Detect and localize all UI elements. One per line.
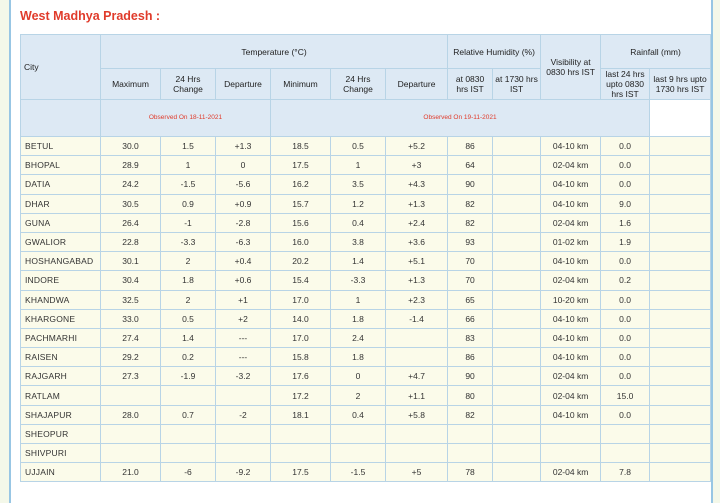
humidity-header: Relative Humidity (%) [448, 35, 541, 69]
maximum-cell: 29.2 [101, 348, 161, 367]
rain-24hrs-cell: 15.0 [601, 386, 650, 405]
visibility-cell: 02-04 km [541, 271, 601, 290]
maximum-cell [101, 386, 161, 405]
minimum-cell: 18.5 [271, 137, 331, 156]
max-departure-cell: --- [216, 328, 271, 347]
table-row [21, 194, 711, 213]
min-departure-cell: +1.3 [386, 271, 448, 290]
minimum-cell: 14.0 [271, 309, 331, 328]
visibility-cell: 04-10 km [541, 175, 601, 194]
min-departure-cell: +2.3 [386, 290, 448, 309]
rain-9hrs-cell [650, 424, 711, 443]
rh-0830-cell: 66 [448, 309, 493, 328]
max-change-cell: 0.5 [161, 309, 216, 328]
minimum-cell: 17.0 [271, 290, 331, 309]
rain-24hrs-header: last 24 hrs upto 0830 hrs IST [601, 69, 650, 100]
visibility-cell: 04-10 km [541, 348, 601, 367]
maximum-cell: 21.0 [101, 463, 161, 482]
min-change-cell: 3.5 [331, 175, 386, 194]
min-change-cell [331, 444, 386, 463]
min-change-cell: 2 [331, 386, 386, 405]
min-departure-cell: +1.1 [386, 386, 448, 405]
min-departure-cell: -1.4 [386, 309, 448, 328]
min-change-cell: 0.4 [331, 405, 386, 424]
visibility-cell: 02-04 km [541, 213, 601, 232]
rh-1730-cell [493, 194, 541, 213]
rh-1730-cell [493, 328, 541, 347]
max-change-cell: 1.4 [161, 328, 216, 347]
max-departure-cell: --- [216, 348, 271, 367]
table-row [21, 424, 711, 443]
rh-0830-cell: 65 [448, 290, 493, 309]
visibility-cell: 04-10 km [541, 405, 601, 424]
maximum-cell [101, 444, 161, 463]
minimum-cell: 17.5 [271, 156, 331, 175]
maximum-cell: 28.9 [101, 156, 161, 175]
max-departure-cell: +0.4 [216, 252, 271, 271]
maximum-cell: 28.0 [101, 405, 161, 424]
table-row [21, 271, 711, 290]
max-change-cell: -1 [161, 213, 216, 232]
maximum-cell: 30.5 [101, 194, 161, 213]
city-cell: INDORE [21, 271, 101, 290]
min-change-cell: 1.8 [331, 309, 386, 328]
visibility-cell: 04-10 km [541, 309, 601, 328]
minimum-cell: 20.2 [271, 252, 331, 271]
rh-1730-cell [493, 271, 541, 290]
rain-24hrs-cell: 0.0 [601, 405, 650, 424]
max-departure-cell: -9.2 [216, 463, 271, 482]
table-row [21, 137, 711, 156]
rain-9hrs-cell [650, 367, 711, 386]
rain-24hrs-cell: 0.0 [601, 252, 650, 271]
max-change-cell: 0.7 [161, 405, 216, 424]
observed-max-date: Observed On 18-11-2021 [101, 100, 271, 137]
min-change-cell: 0.5 [331, 137, 386, 156]
min-change-header: 24 Hrs Change [331, 69, 386, 100]
rain-9hrs-cell [650, 405, 711, 424]
max-change-cell: 2 [161, 252, 216, 271]
rh-0830-cell: 86 [448, 348, 493, 367]
empty-header-cell [21, 100, 101, 137]
minimum-cell [271, 444, 331, 463]
right-border [711, 0, 720, 503]
minimum-cell [271, 424, 331, 443]
rain-9hrs-cell [650, 137, 711, 156]
city-cell: DHAR [21, 194, 101, 213]
region-heading: West Madhya Pradesh : [20, 9, 161, 23]
temperature-header: Temperature (°C) [101, 35, 448, 69]
rh-1730-cell [493, 137, 541, 156]
table-row [21, 348, 711, 367]
rain-9hrs-cell [650, 175, 711, 194]
rain-24hrs-cell: 7.8 [601, 463, 650, 482]
rain-9hrs-cell [650, 463, 711, 482]
visibility-cell: 02-04 km [541, 386, 601, 405]
rain-24hrs-cell: 0.0 [601, 309, 650, 328]
max-change-cell: 2 [161, 290, 216, 309]
visibility-cell: 04-10 km [541, 194, 601, 213]
min-change-cell: 1.8 [331, 348, 386, 367]
rain-9hrs-cell [650, 194, 711, 213]
minimum-header: Minimum [271, 69, 331, 100]
min-departure-cell: +3 [386, 156, 448, 175]
minimum-cell: 15.4 [271, 271, 331, 290]
max-change-cell: 1 [161, 156, 216, 175]
rain-9hrs-cell [650, 252, 711, 271]
table-row [21, 386, 711, 405]
rh-1730-cell [493, 309, 541, 328]
max-change-cell: -1.9 [161, 367, 216, 386]
rain-24hrs-cell: 0.0 [601, 328, 650, 347]
rh-1730-header: at 1730 hrs IST [493, 69, 541, 100]
maximum-cell: 26.4 [101, 213, 161, 232]
rain-24hrs-cell: 0.0 [601, 137, 650, 156]
table-row [21, 175, 711, 194]
max-change-cell: -6 [161, 463, 216, 482]
rh-1730-cell [493, 232, 541, 251]
rain-24hrs-cell: 0.0 [601, 367, 650, 386]
visibility-cell [541, 424, 601, 443]
city-cell: SHAJAPUR [21, 405, 101, 424]
min-departure-cell: +2.4 [386, 213, 448, 232]
min-departure-cell [386, 444, 448, 463]
max-departure-cell: 0 [216, 156, 271, 175]
rain-9hrs-cell [650, 444, 711, 463]
rain-9hrs-cell [650, 328, 711, 347]
minimum-cell: 15.6 [271, 213, 331, 232]
max-departure-cell: -2.8 [216, 213, 271, 232]
max-departure-cell: -3.2 [216, 367, 271, 386]
max-departure-cell: -6.3 [216, 232, 271, 251]
rain-24hrs-cell: 0.0 [601, 348, 650, 367]
rh-1730-cell [493, 386, 541, 405]
rh-0830-cell: 86 [448, 137, 493, 156]
observed-min-date: Observed On 19-11-2021 [271, 100, 650, 137]
rh-1730-cell [493, 367, 541, 386]
max-change-cell: -3.3 [161, 232, 216, 251]
max-departure-cell: +0.9 [216, 194, 271, 213]
rh-0830-cell: 90 [448, 175, 493, 194]
minimum-cell: 16.0 [271, 232, 331, 251]
rh-1730-cell [493, 424, 541, 443]
min-departure-cell: +5 [386, 463, 448, 482]
table-row [21, 367, 711, 386]
empty-header-cell [650, 100, 711, 137]
minimum-cell: 17.2 [271, 386, 331, 405]
visibility-cell [541, 444, 601, 463]
rh-0830-cell: 80 [448, 386, 493, 405]
table-row [21, 309, 711, 328]
min-departure-cell: +5.8 [386, 405, 448, 424]
table-row [21, 156, 711, 175]
rh-0830-cell: 70 [448, 252, 493, 271]
max-change-cell: -1.5 [161, 175, 216, 194]
min-departure-cell: +4.3 [386, 175, 448, 194]
table-body [21, 137, 711, 482]
max-departure-cell [216, 444, 271, 463]
max-departure-header: Departure [216, 69, 271, 100]
maximum-cell: 27.3 [101, 367, 161, 386]
maximum-cell: 24.2 [101, 175, 161, 194]
max-change-cell: 0.2 [161, 348, 216, 367]
rain-9hrs-cell [650, 271, 711, 290]
table-row [21, 213, 711, 232]
visibility-cell: 02-04 km [541, 367, 601, 386]
min-departure-cell [386, 424, 448, 443]
max-departure-cell: +0.6 [216, 271, 271, 290]
max-departure-cell: -5.6 [216, 175, 271, 194]
min-change-cell: 0 [331, 367, 386, 386]
city-cell: HOSHANGABAD [21, 252, 101, 271]
min-change-cell: 1.4 [331, 252, 386, 271]
min-departure-cell [386, 348, 448, 367]
max-departure-cell: -2 [216, 405, 271, 424]
min-change-cell: 1 [331, 156, 386, 175]
rainfall-header: Rainfall (mm) [601, 35, 711, 69]
min-change-cell: -3.3 [331, 271, 386, 290]
min-change-cell [331, 424, 386, 443]
rh-1730-cell [493, 175, 541, 194]
rh-0830-cell [448, 444, 493, 463]
max-departure-cell [216, 386, 271, 405]
rh-1730-cell [493, 405, 541, 424]
max-change-cell [161, 424, 216, 443]
minimum-cell: 17.5 [271, 463, 331, 482]
rain-24hrs-cell: 0.0 [601, 175, 650, 194]
rain-9hrs-cell [650, 386, 711, 405]
max-change-header: 24 Hrs Change [161, 69, 216, 100]
weather-table [20, 34, 711, 482]
min-departure-cell: +4.7 [386, 367, 448, 386]
city-cell: BHOPAL [21, 156, 101, 175]
max-departure-cell: +2 [216, 309, 271, 328]
max-change-cell: 0.9 [161, 194, 216, 213]
city-cell: GUNA [21, 213, 101, 232]
visibility-header: Visibility at 0830 hrs IST [541, 35, 601, 100]
maximum-cell: 33.0 [101, 309, 161, 328]
min-departure-cell: +3.6 [386, 232, 448, 251]
rh-1730-cell [493, 213, 541, 232]
minimum-cell: 15.7 [271, 194, 331, 213]
rh-0830-header: at 0830 hrs IST [448, 69, 493, 100]
table-row [21, 405, 711, 424]
rain-9hrs-cell [650, 290, 711, 309]
maximum-cell: 22.8 [101, 232, 161, 251]
rh-0830-cell: 82 [448, 213, 493, 232]
min-change-cell: 2.4 [331, 328, 386, 347]
min-departure-cell: +5.2 [386, 137, 448, 156]
min-change-cell: 0.4 [331, 213, 386, 232]
city-cell: GWALIOR [21, 232, 101, 251]
rh-1730-cell [493, 348, 541, 367]
min-departure-cell: +1.3 [386, 194, 448, 213]
min-change-cell: 1.2 [331, 194, 386, 213]
max-departure-cell: +1.3 [216, 137, 271, 156]
city-cell: KHARGONE [21, 309, 101, 328]
table-row [21, 328, 711, 347]
rh-1730-cell [493, 290, 541, 309]
rh-0830-cell: 90 [448, 367, 493, 386]
rain-24hrs-cell: 1.6 [601, 213, 650, 232]
rain-9hrs-cell [650, 213, 711, 232]
minimum-cell: 17.0 [271, 328, 331, 347]
max-change-cell: 1.5 [161, 137, 216, 156]
minimum-cell: 16.2 [271, 175, 331, 194]
rain-9hrs-cell [650, 156, 711, 175]
city-cell: RAJGARH [21, 367, 101, 386]
rain-9hrs-header: last 9 hrs upto 1730 hrs IST [650, 69, 711, 100]
minimum-cell: 15.8 [271, 348, 331, 367]
min-departure-cell [386, 328, 448, 347]
min-change-cell: 1 [331, 290, 386, 309]
min-departure-header: Departure [386, 69, 448, 100]
city-cell: SHIVPURI [21, 444, 101, 463]
maximum-cell: 30.0 [101, 137, 161, 156]
visibility-cell: 02-04 km [541, 463, 601, 482]
rh-0830-cell: 82 [448, 194, 493, 213]
city-cell: RATLAM [21, 386, 101, 405]
rain-24hrs-cell: 9.0 [601, 194, 650, 213]
rh-0830-cell: 93 [448, 232, 493, 251]
table-row [21, 444, 711, 463]
rh-0830-cell [448, 424, 493, 443]
max-departure-cell: +1 [216, 290, 271, 309]
visibility-cell: 02-04 km [541, 156, 601, 175]
maximum-cell: 27.4 [101, 328, 161, 347]
maximum-cell [101, 424, 161, 443]
rain-24hrs-cell: 1.9 [601, 232, 650, 251]
max-change-cell [161, 386, 216, 405]
rh-0830-cell: 82 [448, 405, 493, 424]
max-change-cell [161, 444, 216, 463]
city-cell: UJJAIN [21, 463, 101, 482]
rh-1730-cell [493, 463, 541, 482]
maximum-cell: 30.1 [101, 252, 161, 271]
table-row [21, 252, 711, 271]
city-cell: RAISEN [21, 348, 101, 367]
minimum-cell: 17.6 [271, 367, 331, 386]
rain-24hrs-cell [601, 424, 650, 443]
maximum-header: Maximum [101, 69, 161, 100]
rh-1730-cell [493, 252, 541, 271]
rh-0830-cell: 83 [448, 328, 493, 347]
table-row [21, 290, 711, 309]
max-departure-cell [216, 424, 271, 443]
rh-0830-cell: 64 [448, 156, 493, 175]
left-border [0, 0, 11, 503]
minimum-cell: 18.1 [271, 405, 331, 424]
table-row [21, 463, 711, 482]
city-cell: KHANDWA [21, 290, 101, 309]
visibility-cell: 01-02 km [541, 232, 601, 251]
rh-1730-cell [493, 444, 541, 463]
min-departure-cell: +5.1 [386, 252, 448, 271]
maximum-cell: 30.4 [101, 271, 161, 290]
max-change-cell: 1.8 [161, 271, 216, 290]
min-change-cell: 3.8 [331, 232, 386, 251]
rain-24hrs-cell: 0.0 [601, 156, 650, 175]
rain-24hrs-cell [601, 444, 650, 463]
rain-9hrs-cell [650, 348, 711, 367]
visibility-cell: 04-10 km [541, 252, 601, 271]
city-cell: PACHMARHI [21, 328, 101, 347]
rh-0830-cell: 78 [448, 463, 493, 482]
visibility-cell: 10-20 km [541, 290, 601, 309]
city-cell: DATIA [21, 175, 101, 194]
city-cell: BETUL [21, 137, 101, 156]
city-header: City [21, 35, 101, 100]
rh-1730-cell [493, 156, 541, 175]
maximum-cell: 32.5 [101, 290, 161, 309]
rh-0830-cell: 70 [448, 271, 493, 290]
rain-9hrs-cell [650, 232, 711, 251]
rain-24hrs-cell: 0.2 [601, 271, 650, 290]
rain-9hrs-cell [650, 309, 711, 328]
city-cell: SHEOPUR [21, 424, 101, 443]
rain-24hrs-cell: 0.0 [601, 290, 650, 309]
table-row [21, 232, 711, 251]
visibility-cell: 04-10 km [541, 328, 601, 347]
visibility-cell: 04-10 km [541, 137, 601, 156]
min-change-cell: -1.5 [331, 463, 386, 482]
